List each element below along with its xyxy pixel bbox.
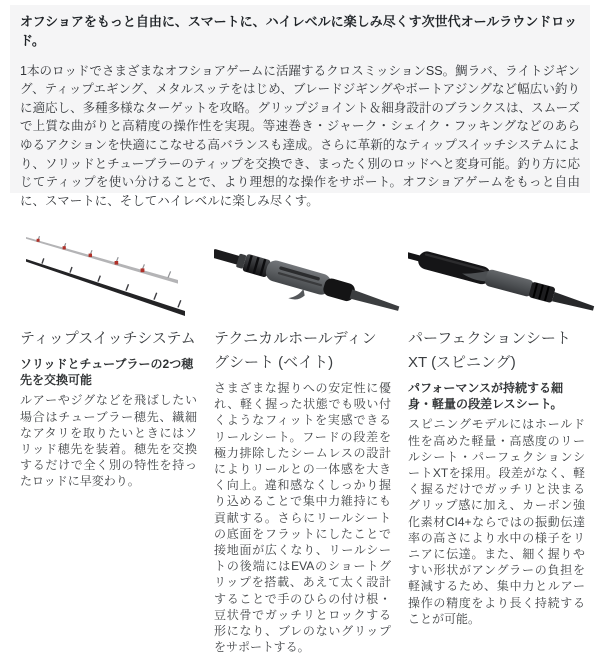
feature-title: ティップスイッチシステム (20, 330, 196, 347)
intro-section (10, 5, 590, 208)
rod-tips-image (20, 228, 197, 320)
feature-columns (20, 228, 585, 655)
intro-body-text: 1本のロッドでさまざまなオフショアゲームに活躍するクロスミッションSS。鯛ラバ、ライトジギング、ティップエギング、メタルスッテをはじめ、ブレードジギングやボートアジングなど幅広い釣りに適応し、多種多様なターゲットを攻略。グリップジョイント＆細身設計のブランクスは、スムーズで上質な曲がりと高精度の操作性を実現。等速巻き・ジャーク・シェイク・フッキングなどのあらゆるアクションを快適にこなせる高バランスも達成。さらに革新的なティップスイッチシステムにより、ソリッドとチューブラーのティップを交換でき、まったく別のロッドへと変身可能。釣り方に応じてティップを使い分けることで、より理想的な操作をサポート。オフショアゲームをもっと自由に、スマートに、そしてハイレベルに楽しみ尽くす。 (20, 63, 580, 208)
feature-perfection-seat-xt (408, 228, 585, 655)
feature-subtitle: パフォーマンスが持続する細身・軽量の段差レスシート。 (408, 381, 564, 412)
spinning-reel-seat-image (408, 228, 585, 320)
feature-body-text: スピニングモデルにはホールド性を高めた軽量・高感度のリールシート・パーフェクションシートXTを採用。段差がなく、軽く握るだけでガッチリと決まるグリップ感に加え、カーボン強化素材CI4+ならではの振動伝達率の高さにより水中の様子をリニアに伝達。また、細く握りやすい形状がアングラーの負担を軽減するため、集中力とルアー操作の精度をより長く持続することが可能。 (408, 417, 585, 626)
baitcast-reel-seat-illustration (214, 228, 410, 320)
rod-tips-illustration (20, 228, 197, 320)
spinning-reel-seat-illustration (408, 228, 600, 320)
feature-title: テクニカルホールディングシート (ベイト) (214, 330, 377, 371)
feature-body-text: さまざまな握りへの安定性に優れ、軽く握った状態でも吸い付くようなフィットを実感できるリールシート。フードの段差を極力排除したシームレスの設計によりリールとの一体感を大きく向上。違和感なくしっかり握り込めることで集中力維持にも貢献する。さらにリールシートの底面をフラットにしたことで接地面が広くなり、リールシートの後端にはEVAのショートグリップを搭載、あえて太く設計することで手のひらの付け根・豆状骨でガッチリとロックする形になり、ブレのないグリップをサポートする。 (214, 381, 391, 655)
feature-tip-switch-system (20, 228, 197, 655)
baitcast-reel-seat-image (214, 228, 391, 320)
feature-body-text: ルアーやジグなどを飛ばしたい場合はチューブラー穂先、繊細なアタリを取りたいときにはソリッド穂先を装着。穂先を交換するだけで全く別の特性を持ったロッドに早変わり。 (20, 393, 197, 489)
feature-title: パーフェクションシートXT (スピニング) (408, 330, 571, 371)
feature-subtitle: ソリッドとチューブラーの2つ穂先を交換可能 (20, 357, 194, 388)
feature-technical-holding-seat (214, 228, 391, 655)
intro-headline: オフショアをもっと自由に、スマートに、ハイレベルに楽しみ尽くす次世代オールラウンドロッド。 (20, 14, 578, 48)
